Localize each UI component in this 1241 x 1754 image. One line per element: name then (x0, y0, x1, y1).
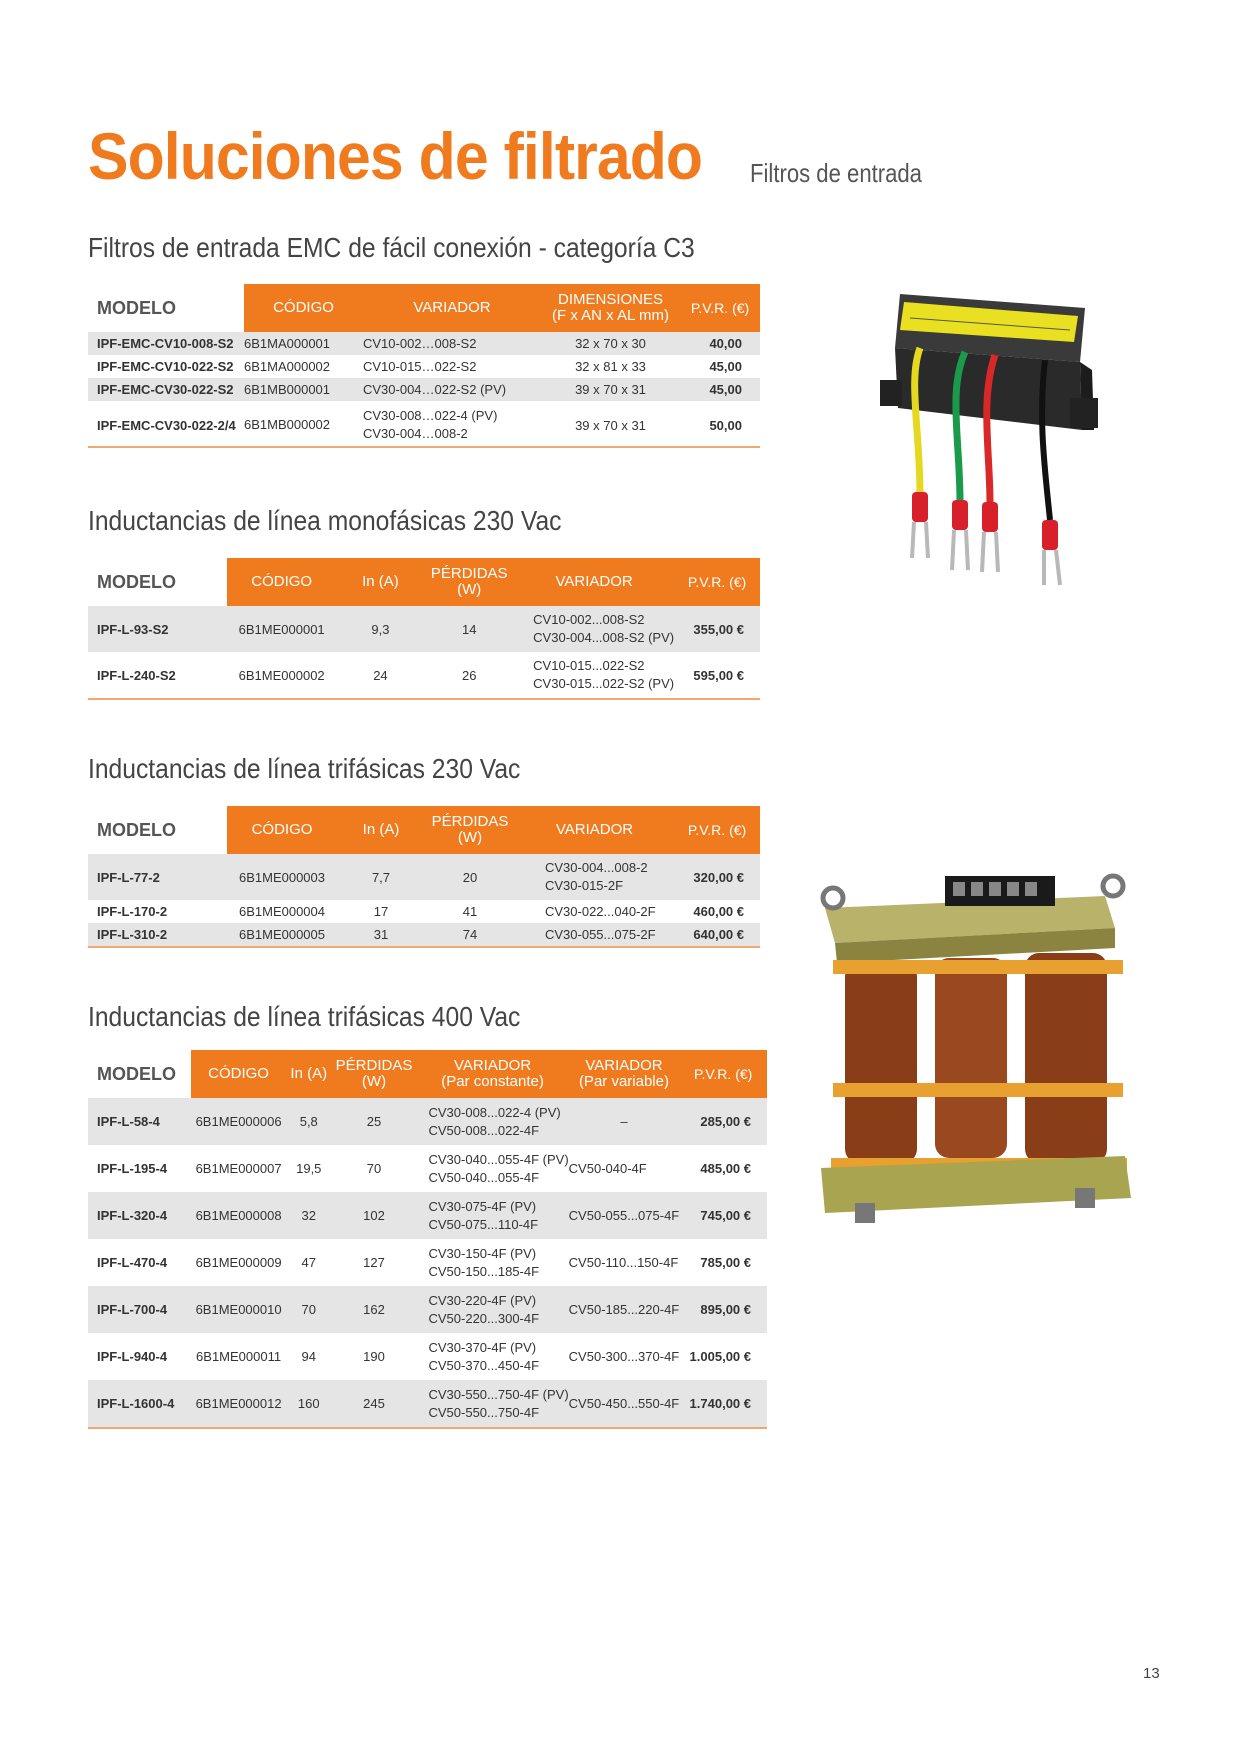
table-row: IPF-L-170-2 6B1ME000004 17 41 CV30-022...040-2F 460,00 € (88, 900, 760, 923)
section-title-emc: Filtros de entrada EMC de fácil conexión - categoría C3 (88, 232, 695, 263)
col-header-variador: VARIADOR (514, 558, 674, 606)
table-row: IPF-EMC-CV10-008-S2 6B1MA000001 CV10-002…008-S2 32 x 70 x 30 40,00 (88, 332, 760, 355)
table-row: IPF-L-240-S2 6B1ME000002 24 26 CV10-015...022-S2 CV30-015...022-S2 (PV) 595,00 € (88, 652, 760, 698)
inductor-image (815, 868, 1135, 1228)
table-row: IPF-L-310-2 6B1ME000005 31 74 CV30-055...075-2F 640,00 € (88, 923, 760, 946)
table-row: IPF-L-470-4 6B1ME000009 47 127 CV30-150-4F (PV) CV50-150...185-4F CV50-110...150-4F 785,00 € (88, 1239, 767, 1286)
col-header-perdidas: PÉRDIDAS (W) (425, 806, 515, 854)
col-header-in: In (A) (337, 806, 425, 854)
col-header-variador: VARIADOR (515, 806, 674, 854)
table-monofasicas (88, 558, 760, 698)
col-header-modelo: MODELO (88, 558, 227, 606)
page-number: 13 (1143, 1665, 1160, 1682)
section-title-monofasicas: Inductancias de línea monofásicas 230 Vac (88, 505, 562, 536)
page-header (88, 118, 922, 194)
col-header-codigo: CÓDIGO (227, 806, 337, 854)
table-trifasicas-230 (88, 806, 760, 946)
col-header-codigo: CÓDIGO (244, 284, 363, 332)
table-row: IPF-L-77-2 6B1ME000003 7,7 20 CV30-004...008-2 CV30-015-2F 320,00 € (88, 854, 760, 900)
col-header-modelo: MODELO (88, 806, 227, 854)
col-header-variador: VARIADOR (363, 284, 541, 332)
table-row: IPF-L-700-4 6B1ME000010 70 162 CV30-220-4F (PV) CV50-220...300-4F CV50-185...220-4F 895,00 € (88, 1286, 767, 1333)
col-header-perdidas: PÉRDIDAS (W) (424, 558, 514, 606)
table-bottom-rule (88, 946, 760, 948)
table-row: IPF-EMC-CV30-022-2/4 6B1MB000002 CV30-008…022-4 (PV) CV30-004…008-2 39 x 70 x 31 50,00 (88, 401, 760, 449)
table-bottom-rule (88, 698, 760, 700)
col-header-pvr: P.V.R. (€) (679, 1050, 767, 1098)
table-row: IPF-L-195-4 6B1ME000007 19,5 70 CV30-040...055-4F (PV) CV50-040...055-4F CV50-040-4F 485,00 € (88, 1145, 767, 1192)
col-header-codigo: CÓDIGO (227, 558, 337, 606)
table-emc-filters (88, 284, 760, 449)
table-row: IPF-L-940-4 6B1ME000011 94 190 CV30-370-4F (PV) CV50-370...450-4F CV50-300...370-4F 1.005,00 € (88, 1333, 767, 1380)
col-header-in: In (A) (337, 558, 425, 606)
section-title-trifasicas-230: Inductancias de línea trifásicas 230 Vac (88, 753, 521, 784)
col-header-codigo: CÓDIGO (191, 1050, 286, 1098)
page-subtitle: Filtros de entrada (750, 158, 922, 188)
table-bottom-rule (88, 1427, 767, 1429)
page-title: Soluciones de filtrado (88, 119, 703, 193)
table-row: IPF-L-320-4 6B1ME000008 32 102 CV30-075-4F (PV) CV50-075...110-4F CV50-055...075-4F 745,00 € (88, 1192, 767, 1239)
col-header-modelo: MODELO (88, 1050, 191, 1098)
table-row: IPF-L-58-4 6B1ME000006 5,8 25 CV30-008...022-4 (PV) CV50-008...022-4F – 285,00 € (88, 1098, 767, 1145)
table-row: IPF-EMC-CV10-022-S2 6B1MA000002 CV10-015…022-S2 32 x 81 x 33 45,00 (88, 355, 760, 378)
col-header-in: In (A) (286, 1050, 332, 1098)
table-row: IPF-EMC-CV30-022-S2 6B1MB000001 CV30-004…022-S2 (PV) 39 x 70 x 31 45,00 (88, 378, 760, 401)
table-bottom-rule (88, 446, 760, 448)
table-trifasicas-400 (88, 1050, 767, 1427)
col-header-variador-par-constante: VARIADOR (Par constante) (416, 1050, 568, 1098)
col-header-pvr: P.V.R. (€) (680, 284, 760, 332)
col-header-perdidas: PÉRDIDAS (W) (332, 1050, 417, 1098)
emc-filter-image (860, 280, 1110, 605)
col-header-pvr: P.V.R. (€) (674, 806, 760, 854)
table-row: IPF-L-93-S2 6B1ME000001 9,3 14 CV10-002...008-S2 CV30-004...008-S2 (PV) 355,00 € (88, 606, 760, 652)
col-header-dimensiones: DIMENSIONES (F x AN x AL mm) (541, 284, 680, 332)
col-header-pvr: P.V.R. (€) (674, 558, 760, 606)
col-header-variador-par-variable: VARIADOR (Par variable) (569, 1050, 680, 1098)
section-title-trifasicas-400: Inductancias de línea trifásicas 400 Vac (88, 1001, 521, 1032)
table-row: IPF-L-1600-4 6B1ME000012 160 245 CV30-550...750-4F (PV) CV50-550...750-4F CV50-450...550-4F 1.740,00 € (88, 1380, 767, 1427)
col-header-modelo: MODELO (88, 284, 244, 332)
